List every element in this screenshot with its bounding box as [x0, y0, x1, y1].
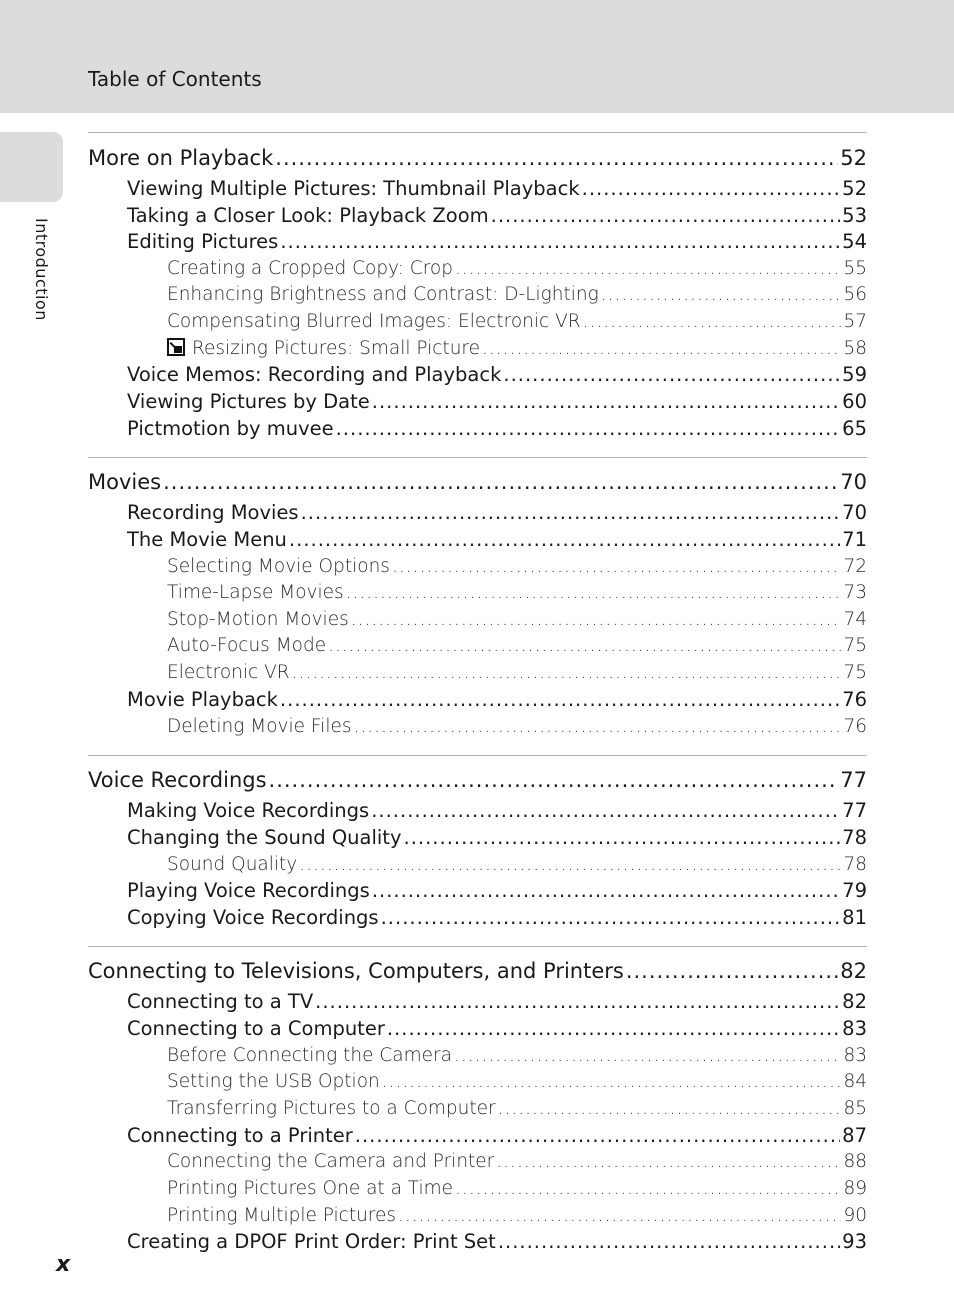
toc-entry-title: [167, 635, 326, 656]
dot-leader: [392, 556, 842, 577]
dot-leader: [382, 1071, 842, 1092]
toc-entry-level-3[interactable]: [88, 254, 867, 279]
toc-entry-title-text: Auto-Focus Mode: [167, 635, 327, 656]
dot-leader: [381, 906, 841, 929]
dot-leader: [491, 204, 841, 227]
toc-entry-level-2[interactable]: [88, 685, 867, 711]
toc-entry-title-text: Setting the USB Option: [167, 1071, 380, 1092]
toc-entry-level-1[interactable]: [88, 142, 867, 170]
dot-leader: [387, 1017, 840, 1040]
toc-entry-level-2[interactable]: [88, 1014, 867, 1040]
toc-entry-page: 78: [842, 826, 867, 849]
section-divider: [88, 946, 867, 947]
dot-leader: [336, 417, 841, 440]
toc-entry-page: 89: [843, 1178, 867, 1199]
dot-leader: [404, 826, 841, 849]
toc-entry-title-text: The Movie Menu: [127, 528, 287, 551]
toc-entry-level-3[interactable]: [88, 1174, 867, 1199]
toc-entry-level-1[interactable]: [88, 764, 867, 792]
toc-entry-page: 54: [842, 230, 867, 253]
toc-entry-title-text: Viewing Multiple Pictures: Thumbnail Playback: [127, 177, 580, 200]
toc-entry-page: 77: [842, 799, 867, 822]
toc-entry-title-text: Before Connecting the Camera: [167, 1045, 452, 1066]
toc-entry-title: [167, 284, 599, 305]
toc-entry-level-2[interactable]: [88, 414, 867, 440]
toc-entry-page: 75: [843, 635, 867, 656]
toc-entry-title-text: Deleting Movie Files: [167, 716, 352, 737]
dot-leader: [372, 879, 840, 902]
toc-entry-title: [88, 470, 161, 494]
toc-entry-level-3[interactable]: [88, 578, 867, 603]
toc-entry-title: [127, 230, 278, 253]
toc-entry-title: [88, 768, 267, 792]
toc-entry-title-text: Sound Quality: [167, 854, 298, 875]
toc-entry-level-3[interactable]: [88, 850, 867, 875]
toc-entry-title: [167, 311, 581, 332]
toc-entry-title-text: Printing Multiple Pictures: [167, 1205, 397, 1226]
toc-entry-title-text: Creating a Cropped Copy: Crop: [167, 258, 453, 279]
toc-entry-title-text: Electronic VR: [167, 662, 290, 683]
dot-leader: [582, 177, 841, 200]
toc-entry-title-text: Connecting to a Computer: [127, 1017, 385, 1040]
toc-entry-page: 87: [842, 1124, 867, 1147]
toc-entry-level-3[interactable]: [88, 334, 867, 359]
toc-entry-page: 56: [843, 284, 867, 305]
toc-entry-page: 60: [842, 390, 867, 413]
toc-entry-title: [167, 582, 344, 603]
toc-entry-level-3[interactable]: [88, 631, 867, 656]
toc-entry-title: [167, 258, 453, 279]
toc-entry-page: 81: [842, 906, 867, 929]
toc-entry-level-2[interactable]: [88, 227, 867, 253]
section-divider: [88, 457, 867, 458]
toc-entry-level-2[interactable]: [88, 903, 867, 929]
toc-entry-title-text: Time-Lapse Movies: [167, 582, 344, 603]
toc-entry-title: [167, 662, 290, 683]
dot-leader: [372, 390, 840, 413]
dot-leader: [346, 582, 842, 603]
section-divider: [88, 755, 867, 756]
toc-entry-page: 76: [843, 716, 867, 737]
toc-entry-level-3[interactable]: [88, 1147, 867, 1172]
toc-entry-title-text: Creating a DPOF Print Order: Print Set: [127, 1230, 496, 1253]
dot-leader: [351, 609, 842, 630]
toc-entry-page: 82: [842, 990, 867, 1013]
toc-entry-title-text: Pictmotion by muvee: [127, 417, 334, 440]
dot-leader: [371, 799, 840, 822]
toc-entry-page: 71: [842, 528, 867, 551]
toc-entry-level-2[interactable]: [88, 987, 867, 1013]
toc-entry-title-text: Voice Memos: Recording and Playback: [127, 363, 502, 386]
toc-entry-title: [127, 204, 489, 227]
toc-entry-level-3[interactable]: [88, 552, 867, 577]
toc-entry-title-text: Connecting to a Printer: [127, 1124, 353, 1147]
toc-entry-title: [127, 1017, 385, 1040]
toc-entry-level-3[interactable]: [88, 712, 867, 737]
toc-entry-page: 83: [843, 1045, 867, 1066]
toc-entry-title: [127, 799, 369, 822]
toc-entry-title-text: Stop-Motion Movies: [167, 609, 349, 630]
toc-entry-page: 85: [843, 1098, 867, 1119]
toc-entry-title-text: Changing the Sound Quality: [127, 826, 402, 849]
toc-entry-page: 70: [842, 501, 867, 524]
toc-entry-page: 77: [840, 768, 867, 792]
toc-entry-title-text: Movies: [88, 470, 162, 494]
toc-entry-title: [127, 363, 501, 386]
toc-entry-title: [127, 990, 313, 1013]
dot-leader: [496, 1151, 841, 1172]
toc-entry-title: [127, 528, 287, 551]
toc-entry-title: [127, 1230, 496, 1253]
dot-leader: [455, 1178, 841, 1199]
toc-entry-title: [127, 688, 278, 711]
toc-entry-level-2[interactable]: [88, 876, 867, 902]
toc-entry-title: [167, 1045, 452, 1066]
dot-leader: [498, 1230, 840, 1253]
dot-leader: [292, 662, 842, 683]
toc-entry-page: 88: [843, 1151, 867, 1172]
toc-entry-title: [167, 1178, 453, 1199]
dot-leader: [503, 363, 840, 386]
dot-leader: [498, 1098, 842, 1119]
toc-entry-level-1[interactable]: [88, 955, 867, 983]
toc-entry-title-text: Recording Movies: [127, 501, 299, 524]
toc-entry-title: [167, 338, 480, 359]
small-picture-icon: [167, 338, 185, 356]
dot-leader: [280, 230, 840, 253]
toc-entry-page: 73: [843, 582, 867, 603]
toc-entry-level-1[interactable]: [88, 466, 867, 494]
toc-entry-level-2[interactable]: [88, 387, 867, 413]
toc-entry-title-text: Taking a Closer Look: Playback Zoom: [127, 204, 489, 227]
toc-entry-level-3[interactable]: [88, 280, 867, 305]
toc-entry-level-3[interactable]: [88, 1067, 867, 1092]
toc-entry-level-3[interactable]: [88, 658, 867, 683]
toc-entry-page: 52: [840, 146, 867, 170]
toc-entry-title-text: Viewing Pictures by Date: [127, 390, 370, 413]
toc-entry-page: 59: [842, 363, 867, 386]
toc-entry-page: 55: [843, 258, 867, 279]
toc-entry-page: 70: [840, 470, 867, 494]
dot-leader: [454, 1045, 841, 1066]
dot-leader: [455, 258, 841, 279]
toc-entry-level-3[interactable]: [88, 1201, 867, 1226]
toc-entry-page: 58: [843, 338, 867, 359]
dot-leader: [280, 688, 840, 711]
toc-entry-title: [127, 1124, 353, 1147]
toc-entry-page: 82: [840, 959, 867, 983]
toc-entry-level-3[interactable]: [88, 307, 867, 332]
toc-entry-title: [167, 716, 351, 737]
toc-entry-title: [167, 1071, 380, 1092]
toc-entry-page: 75: [843, 662, 867, 683]
dot-leader: [301, 501, 841, 524]
toc-entry-title: [167, 609, 349, 630]
toc-entry-page: 52: [842, 177, 867, 200]
dot-leader: [626, 959, 838, 983]
toc-entry-page: 65: [842, 417, 867, 440]
toc-entry-title-text: Resizing Pictures: Small Picture: [192, 338, 480, 359]
toc-entry-page: 83: [842, 1017, 867, 1040]
toc-entry-level-2[interactable]: [88, 174, 867, 200]
toc-entry-title-text: Selecting Movie Options: [167, 556, 390, 577]
toc-entry-page: 74: [843, 609, 867, 630]
toc-entry-page: 79: [842, 879, 867, 902]
toc-entry-title: [127, 177, 580, 200]
toc-entry-title-text: Transferring Pictures to a Computer: [167, 1098, 496, 1119]
toc-entry-title-text: Editing Pictures: [127, 230, 279, 253]
toc-entry-title-text: Voice Recordings: [88, 768, 267, 792]
toc-entry-title: [88, 146, 273, 170]
toc-entry-title-text: Connecting to Televisions, Computers, and Printers: [88, 959, 624, 983]
toc-entry-title-text: Connecting to a TV: [127, 990, 314, 1013]
toc-entry-title: [127, 879, 370, 902]
toc-entry-level-2[interactable]: [88, 1121, 867, 1147]
toc-entry-page: 93: [842, 1230, 867, 1253]
dot-leader: [482, 338, 841, 359]
header-title: Table of Contents: [88, 67, 262, 91]
dot-leader: [289, 528, 840, 551]
toc-entry-page: 90: [843, 1205, 867, 1226]
dot-leader: [583, 311, 842, 332]
toc-entry-level-2[interactable]: [88, 498, 867, 524]
toc-entry-level-3[interactable]: [88, 1094, 867, 1119]
toc-entry-title-text: Playing Voice Recordings: [127, 879, 370, 902]
toc-entry-title: [127, 390, 370, 413]
dot-leader: [299, 854, 841, 875]
toc-entry-title: [167, 1205, 396, 1226]
toc-entry-page: 72: [843, 556, 867, 577]
toc-entry-page: 57: [843, 311, 867, 332]
toc-entry-page: 76: [842, 688, 867, 711]
dot-leader: [353, 716, 841, 737]
dot-leader: [398, 1205, 841, 1226]
toc-entry-page: 84: [843, 1071, 867, 1092]
toc-entry-level-3[interactable]: [88, 1041, 867, 1066]
side-tab-label: Introduction: [32, 218, 51, 321]
dot-leader: [315, 990, 840, 1013]
toc-entry-level-2[interactable]: [88, 525, 867, 551]
toc-entry-title: [127, 501, 299, 524]
toc-entry-title-text: Copying Voice Recordings: [127, 906, 379, 929]
dot-leader: [355, 1124, 840, 1147]
toc-entry-title: [167, 1151, 494, 1172]
toc-entry-title-text: Printing Pictures One at a Time: [167, 1178, 454, 1199]
page-number: x: [56, 1252, 71, 1277]
toc-entry-title: [127, 417, 334, 440]
toc-entry-title-text: More on Playback: [88, 146, 274, 170]
dot-leader: [275, 146, 838, 170]
toc-entry-title: [127, 826, 402, 849]
toc-entry-title: [127, 906, 379, 929]
side-tab: [0, 132, 63, 202]
dot-leader: [163, 470, 838, 494]
dot-leader: [601, 284, 842, 305]
toc-entry-title-text: Compensating Blurred Images: Electronic VR: [167, 311, 581, 332]
toc-entry-level-2[interactable]: [88, 360, 867, 386]
toc-entry-title-text: Enhancing Brightness and Contrast: D-Lighting: [167, 284, 599, 305]
toc-entry-title: [88, 959, 624, 983]
page-header: [0, 0, 954, 113]
toc-entry-title: [167, 1098, 496, 1119]
toc-entry-level-2[interactable]: [88, 796, 867, 822]
dot-leader: [269, 768, 839, 792]
toc-entry-level-2[interactable]: [88, 823, 867, 849]
toc-entry-title-text: Connecting the Camera and Printer: [167, 1151, 495, 1172]
toc-entry-page: 53: [842, 204, 867, 227]
toc-entry-level-3[interactable]: [88, 605, 867, 630]
section-divider: [88, 132, 867, 133]
toc-entry-title: [167, 854, 297, 875]
toc-entry-level-2[interactable]: [88, 1227, 867, 1253]
toc-entry-page: 78: [843, 854, 867, 875]
toc-entry-level-2[interactable]: [88, 201, 867, 227]
toc-entry-title-text: Movie Playback: [127, 688, 278, 711]
toc-entry-title: [167, 556, 390, 577]
dot-leader: [328, 635, 841, 656]
toc-entry-title-text: Making Voice Recordings: [127, 799, 370, 822]
